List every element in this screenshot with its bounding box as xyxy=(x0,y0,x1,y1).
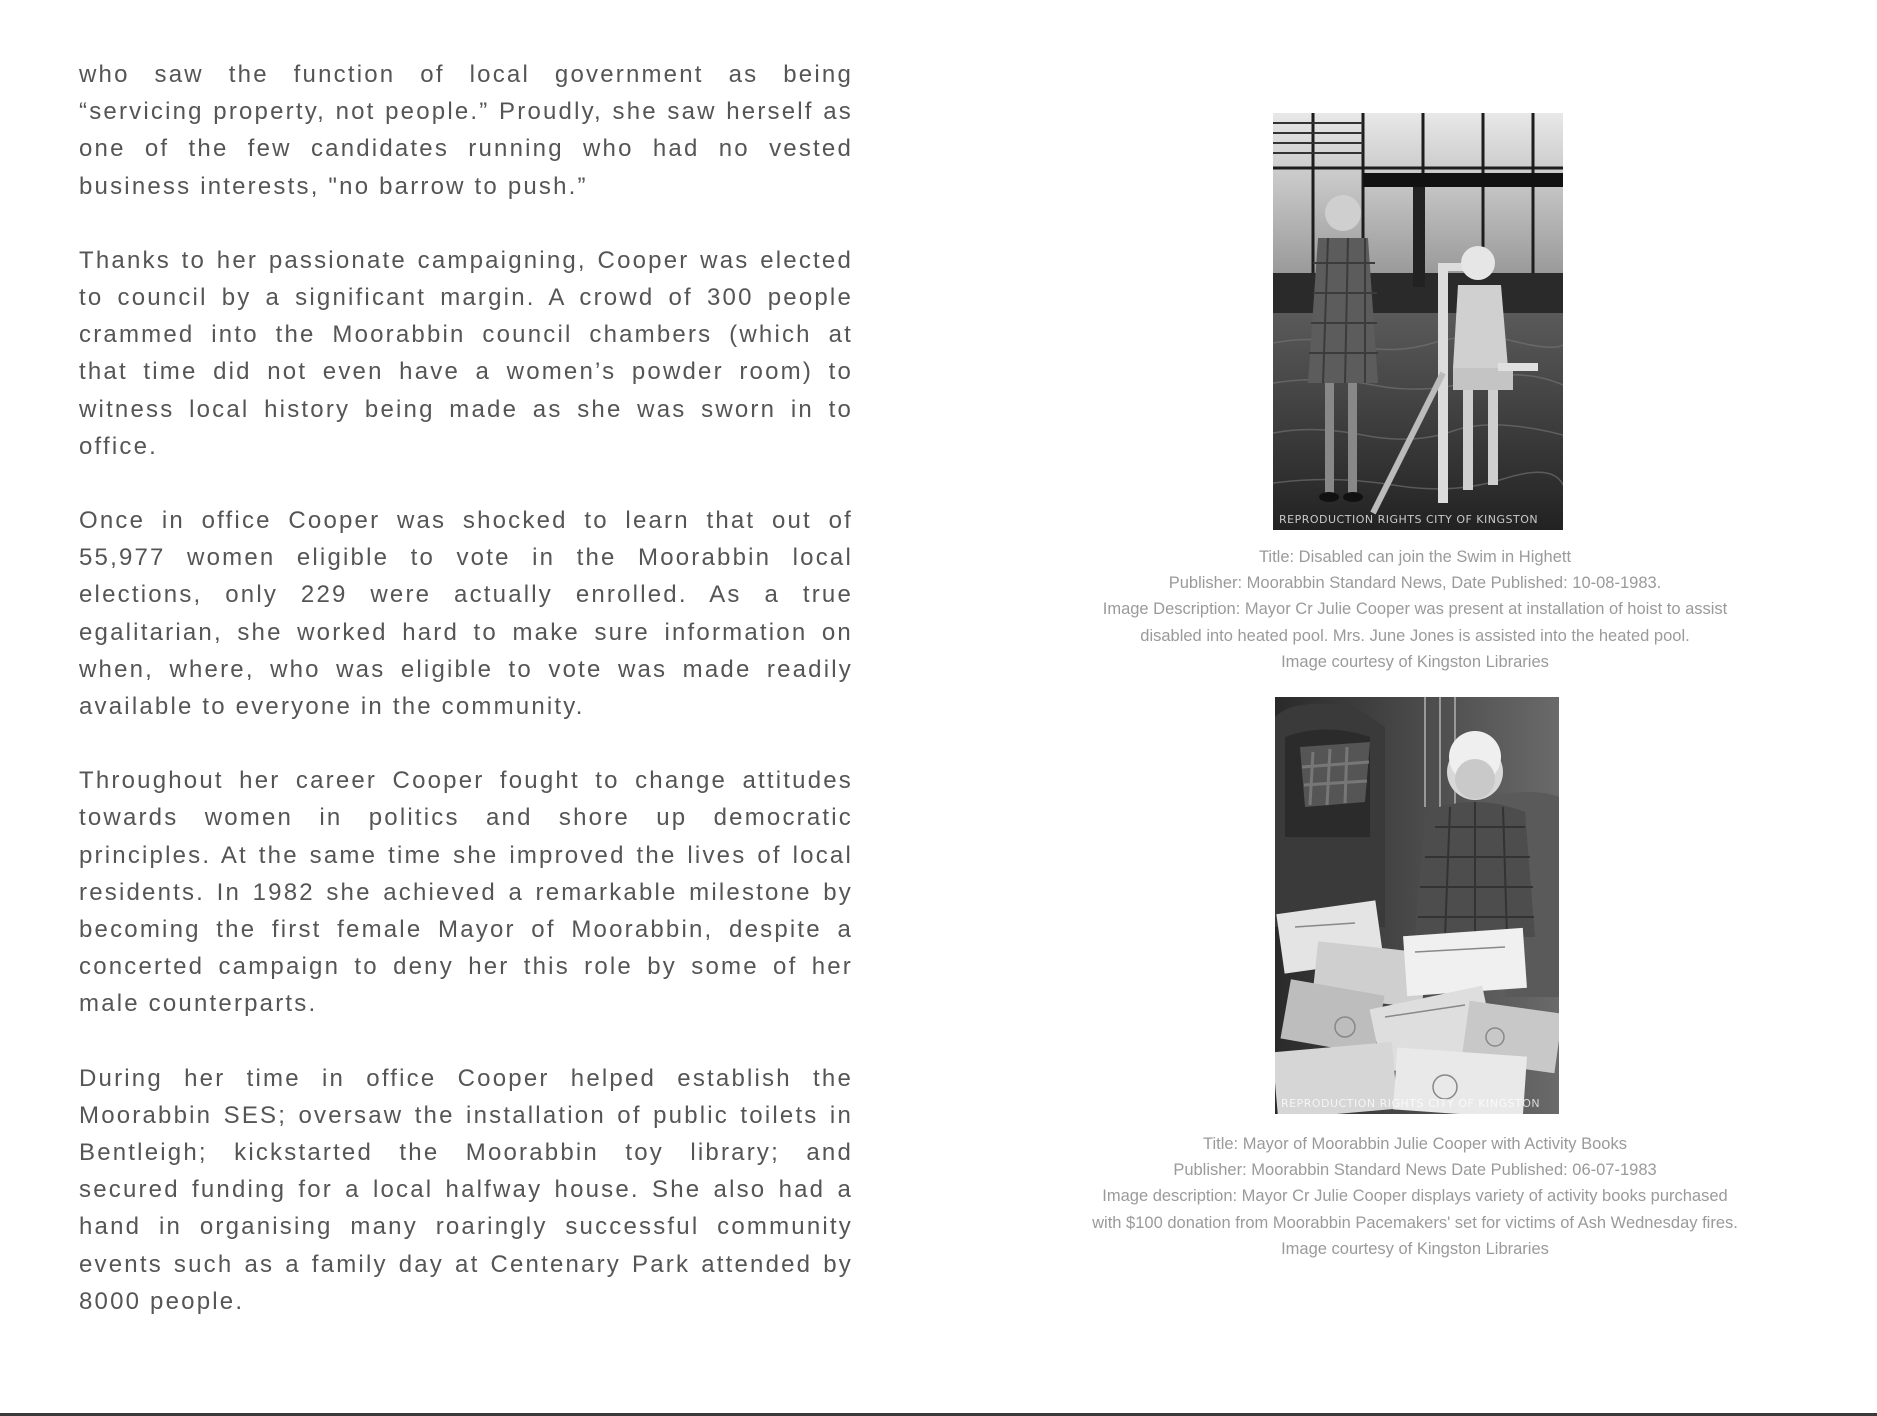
caption-description-line-2: with $100 donation from Moorabbin Pacemakers' set for victims of Ash Wednesday fires. xyxy=(1092,1213,1738,1232)
figure-caption xyxy=(1040,544,1790,675)
caption-credit: Image courtesy of Kingston Libraries xyxy=(1281,1239,1549,1258)
photo-activity-books xyxy=(1275,697,1559,1114)
body-text-column xyxy=(79,56,853,1357)
caption-credit: Image courtesy of Kingston Libraries xyxy=(1281,652,1549,671)
photo-watermark: REPRODUCTION RIGHTS CITY OF KINGSTON xyxy=(1281,1097,1541,1110)
caption-title: Title: Mayor of Moorabbin Julie Cooper with Activity Books xyxy=(1203,1135,1627,1153)
caption-description-line-1: Image description: Mayor Cr Julie Cooper displays variety of activity books purchased xyxy=(1102,1187,1728,1206)
photo-pool-hoist xyxy=(1273,113,1563,530)
body-paragraph-2: Thanks to her passionate campaigning, Cooper was elected to council by a significant margin. A crowd of 300 people crammed into the Moorabbin council chambers (which at that time did not even have a women’s powder room) to witness local history being made as she was sworn in to office. xyxy=(79,246,853,460)
photo-activity-books-drawing xyxy=(1275,697,1559,1114)
caption-publisher: Publisher: Moorabbin Standard News Date Published: 06-07-1983 xyxy=(1173,1161,1657,1180)
body-paragraph-5: During her time in office Cooper helped establish the Moorabbin SES; oversaw the installation of public toilets in Bentleigh; kickstarted the Moorabbin toy library; and secured funding for a local halfway house. She also had a hand in organising many roaringly successful community events such as a family day at Centenary Park attended by 8000 people. xyxy=(79,1064,853,1315)
photo-pool-hoist-drawing xyxy=(1273,113,1563,530)
caption-publisher: Publisher: Moorabbin Standard News, Date Published: 10-08-1983. xyxy=(1168,574,1662,593)
caption-description-line-1: Image Description: Mayor Cr Julie Cooper was present at installation of hoist to assist xyxy=(1102,600,1728,619)
caption-title: Title: Disabled can join the Swim in Highett xyxy=(1258,548,1572,566)
body-paragraph-4: Throughout her career Cooper fought to change attitudes towards women in politics and shore up democratic principles. At the same time she improved the lives of local residents. In 1982 she achieved a remarkable milestone by becoming the first female Mayor of Moorabbin, despite a concerted campaign to deny her this role by some of her male counterparts. xyxy=(79,767,853,1018)
figure-caption xyxy=(1040,1131,1790,1262)
body-paragraph-1: who saw the function of local government as being “servicing property, not people.” Proudly, she saw herself as one of the few candidates running who had no vested business interests, "no barrow to push.” xyxy=(79,61,853,200)
caption-description-line-2: disabled into heated pool. Mrs. June Jones is assisted into the heated pool. xyxy=(1140,626,1690,645)
body-paragraph-3: Once in office Cooper was shocked to learn that out of 55,977 women eligible to vote in the Moorabbin local elections, only 229 were actually enrolled. As a true egalitarian, she worked hard to make sure information on when, where, who was eligible to vote was made readily available to everyone in the community. xyxy=(79,507,853,721)
photo-watermark: REPRODUCTION RIGHTS CITY OF KINGSTON xyxy=(1279,513,1539,526)
